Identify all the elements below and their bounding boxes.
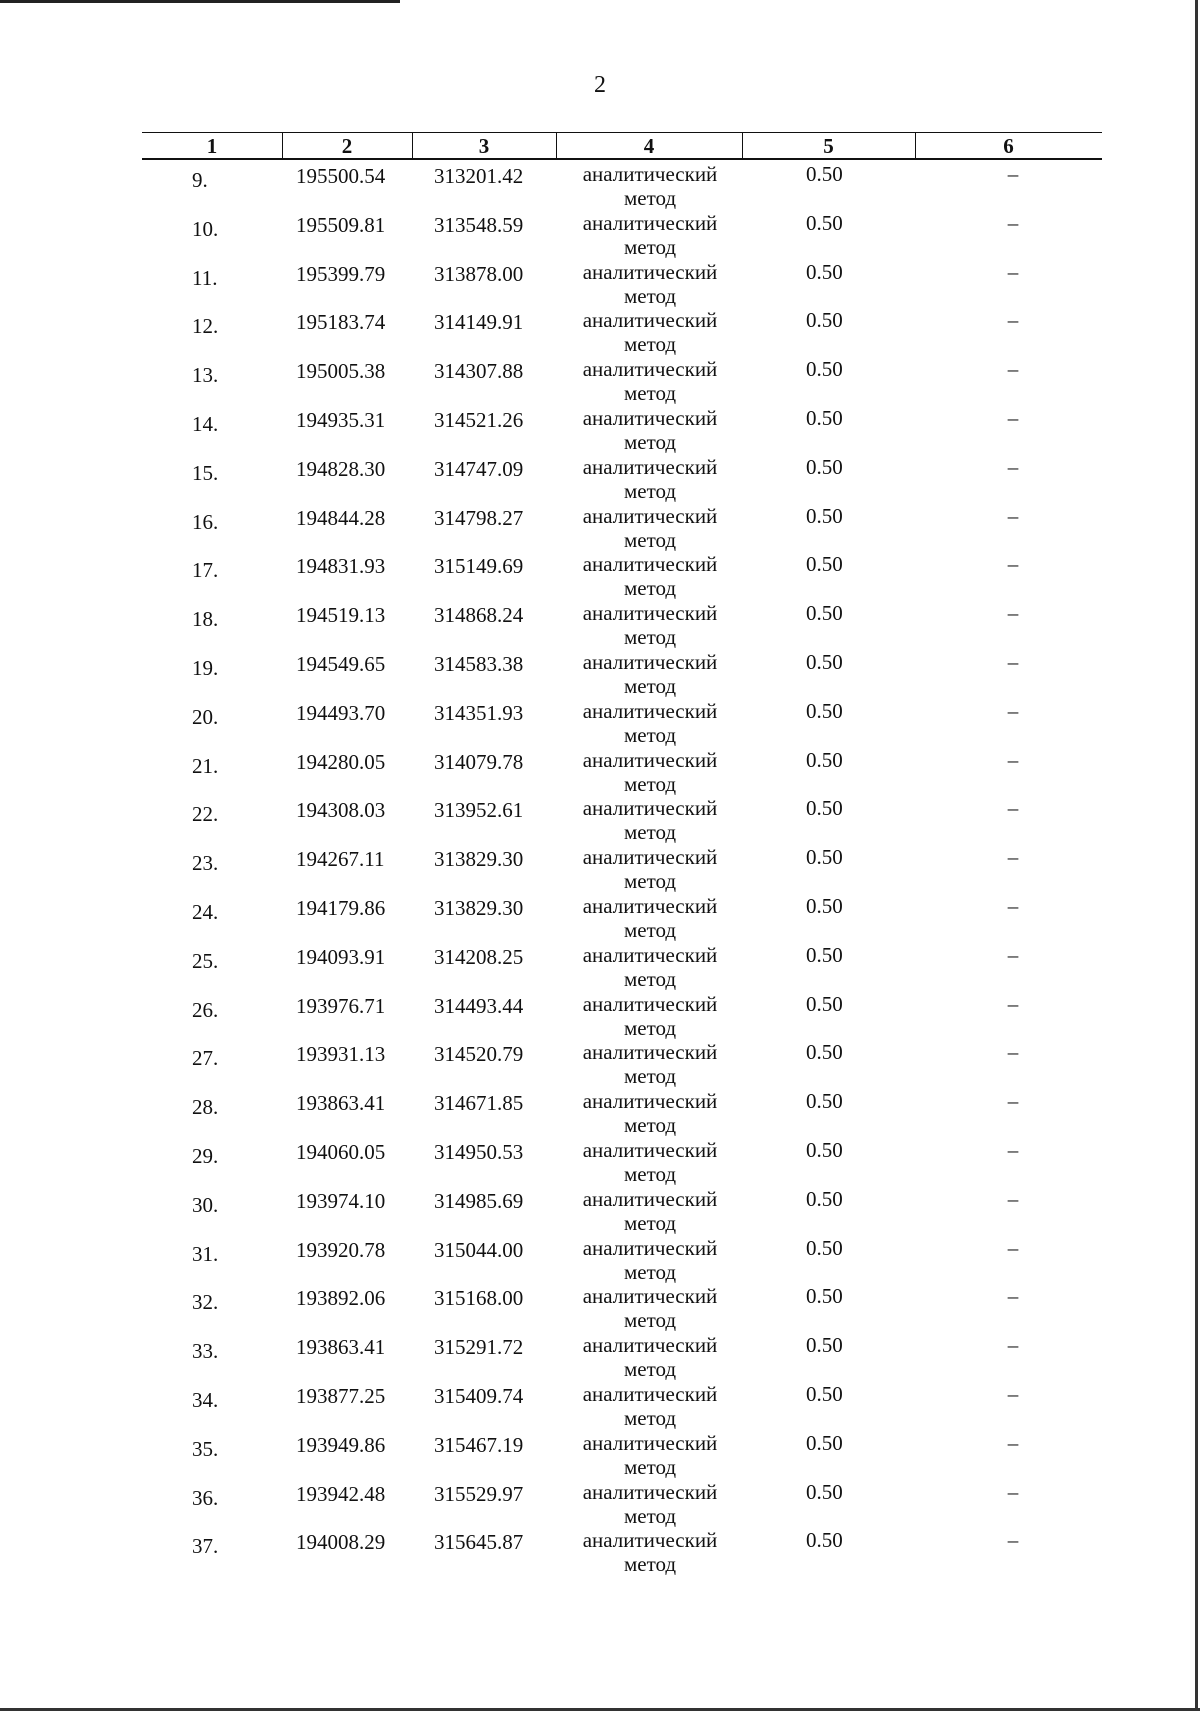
method-cell <box>570 796 730 844</box>
coordinate-y: 314520.79 <box>434 1042 524 1067</box>
coordinate-y: 313548.59 <box>434 212 524 237</box>
table-row <box>0 162 1200 211</box>
method-line-1: аналитический <box>582 601 718 626</box>
coordinate-x: 195183.74 <box>296 310 386 335</box>
coordinate-x: 193863.41 <box>296 1335 386 1360</box>
note-dash: – <box>1007 552 1019 577</box>
accuracy-value: 0.50 <box>806 259 843 284</box>
method-line-2: метод <box>623 771 677 796</box>
table-row <box>0 357 1200 406</box>
point-number: 12. <box>192 314 219 339</box>
note-dash: – <box>1007 503 1019 528</box>
method-line-2: метод <box>623 478 677 503</box>
point-number: 22. <box>192 802 219 827</box>
method-line-2: метод <box>623 1064 677 1089</box>
method-line-2: метод <box>623 722 677 747</box>
method-cell <box>570 943 730 991</box>
method-cell <box>570 406 730 454</box>
coordinate-x: 194179.86 <box>296 895 386 920</box>
point-number: 36. <box>192 1485 219 1510</box>
scan-top-rule <box>0 0 400 3</box>
point-number: 32. <box>192 1290 219 1315</box>
method-line-1: аналитический <box>582 1186 718 1211</box>
point-number: 11. <box>192 265 218 290</box>
note-dash: – <box>1007 1137 1019 1162</box>
method-cell <box>570 357 730 405</box>
note-dash: – <box>1007 845 1019 870</box>
note-dash: – <box>1007 162 1019 186</box>
method-cell <box>570 552 730 600</box>
method-cell <box>570 992 730 1040</box>
table-row <box>0 601 1200 650</box>
coordinate-x: 195399.79 <box>296 261 386 286</box>
column-header-4: 4 <box>643 134 655 158</box>
table-row <box>0 1236 1200 1285</box>
coordinate-x: 193863.41 <box>296 1091 386 1116</box>
column-header-1: 1 <box>206 134 218 158</box>
coordinate-x: 195500.54 <box>296 164 386 188</box>
table-row <box>0 308 1200 357</box>
coordinate-y: 315044.00 <box>434 1237 524 1262</box>
method-line-1: аналитический <box>582 698 718 723</box>
method-cell <box>570 748 730 796</box>
coordinate-x: 194935.31 <box>296 407 386 432</box>
method-cell <box>570 894 730 942</box>
method-cell <box>570 1431 730 1479</box>
method-line-1: аналитический <box>582 1137 718 1162</box>
coordinate-y: 313201.42 <box>434 164 524 188</box>
coordinate-x: 193976.71 <box>296 993 386 1018</box>
method-cell <box>570 1236 730 1284</box>
coordinate-y: 314307.88 <box>434 359 524 384</box>
accuracy-value: 0.50 <box>806 1430 843 1455</box>
table-row <box>0 1040 1200 1089</box>
point-number: 9. <box>192 168 208 192</box>
coordinate-x: 194267.11 <box>296 847 385 872</box>
coordinate-x: 194831.93 <box>296 554 386 579</box>
method-line-1: аналитический <box>582 1430 718 1455</box>
point-number: 21. <box>192 753 219 778</box>
coordinate-x: 194493.70 <box>296 700 386 725</box>
method-cell <box>570 260 730 308</box>
method-line-2: метод <box>623 332 677 357</box>
table-row <box>0 748 1200 797</box>
coordinate-x: 194519.13 <box>296 603 386 628</box>
accuracy-value: 0.50 <box>806 454 843 479</box>
method-line-1: аналитический <box>582 845 718 870</box>
method-line-1: аналитический <box>582 503 718 528</box>
coordinate-y: 313829.30 <box>434 895 524 920</box>
method-cell <box>570 1382 730 1430</box>
table-row <box>0 845 1200 894</box>
coordinate-y: 314079.78 <box>434 749 524 774</box>
note-dash: – <box>1007 1528 1019 1553</box>
table-row <box>0 1528 1200 1577</box>
accuracy-value: 0.50 <box>806 1186 843 1211</box>
coordinate-y: 314798.27 <box>434 505 524 530</box>
table-row <box>0 1431 1200 1480</box>
method-line-1: аналитический <box>582 942 718 967</box>
coordinate-x: 193949.86 <box>296 1432 386 1457</box>
coordinate-y: 314747.09 <box>434 456 524 481</box>
coordinate-y: 313829.30 <box>434 847 524 872</box>
point-number: 27. <box>192 1046 219 1071</box>
method-cell <box>570 650 730 698</box>
coordinate-y: 315529.97 <box>434 1481 524 1506</box>
accuracy-value: 0.50 <box>806 845 843 870</box>
note-dash: – <box>1007 796 1019 821</box>
table-row <box>0 650 1200 699</box>
point-number: 37. <box>192 1534 219 1559</box>
method-line-2: метод <box>623 1210 677 1235</box>
method-cell <box>570 1138 730 1186</box>
accuracy-value: 0.50 <box>806 1040 843 1065</box>
note-dash: – <box>1007 1479 1019 1504</box>
method-line-1: аналитический <box>582 552 718 577</box>
method-line-2: метод <box>623 234 677 259</box>
accuracy-value: 0.50 <box>806 162 843 186</box>
coordinate-y: 314950.53 <box>434 1139 524 1164</box>
coordinate-x: 194280.05 <box>296 749 386 774</box>
method-line-1: аналитический <box>582 405 718 430</box>
note-dash: – <box>1007 698 1019 723</box>
coordinate-x: 194844.28 <box>296 505 386 530</box>
accuracy-value: 0.50 <box>806 1137 843 1162</box>
method-line-1: аналитический <box>582 649 718 674</box>
coordinate-x: 193974.10 <box>296 1188 386 1213</box>
method-cell <box>570 1333 730 1381</box>
method-line-2: метод <box>623 820 677 845</box>
accuracy-value: 0.50 <box>806 405 843 430</box>
table-row <box>0 992 1200 1041</box>
coordinate-x: 194308.03 <box>296 798 386 823</box>
coordinate-y: 315291.72 <box>434 1335 524 1360</box>
accuracy-value: 0.50 <box>806 1235 843 1260</box>
coordinate-x: 193920.78 <box>296 1237 386 1262</box>
point-number: 17. <box>192 558 219 583</box>
coordinate-y: 315409.74 <box>434 1383 524 1408</box>
coordinate-x: 194093.91 <box>296 944 386 969</box>
method-line-2: метод <box>623 283 677 308</box>
method-line-1: аналитический <box>582 796 718 821</box>
note-dash: – <box>1007 1235 1019 1260</box>
method-line-1: аналитический <box>582 1381 718 1406</box>
accuracy-value: 0.50 <box>806 1479 843 1504</box>
method-line-2: метод <box>623 1454 677 1479</box>
note-dash: – <box>1007 1333 1019 1358</box>
method-line-2: метод <box>623 1552 677 1577</box>
point-number: 35. <box>192 1436 219 1461</box>
table-row <box>0 1333 1200 1382</box>
method-line-2: метод <box>623 1503 677 1528</box>
coordinate-y: 315168.00 <box>434 1286 524 1311</box>
coordinate-x: 194549.65 <box>296 651 386 676</box>
coordinate-x: 195005.38 <box>296 359 386 384</box>
table-header-top-rule <box>142 132 1102 133</box>
method-line-1: аналитический <box>582 747 718 772</box>
table-row <box>0 260 1200 309</box>
coordinate-x: 193877.25 <box>296 1383 386 1408</box>
method-line-2: метод <box>623 1405 677 1430</box>
page-number: 2 <box>594 72 606 98</box>
point-number: 20. <box>192 704 219 729</box>
method-line-2: метод <box>623 917 677 942</box>
method-line-1: аналитический <box>582 1333 718 1358</box>
accuracy-value: 0.50 <box>806 991 843 1016</box>
note-dash: – <box>1007 1089 1019 1114</box>
accuracy-value: 0.50 <box>806 601 843 626</box>
note-dash: – <box>1007 259 1019 284</box>
coordinate-y: 313878.00 <box>434 261 524 286</box>
table-row <box>0 1284 1200 1333</box>
point-number: 13. <box>192 363 219 388</box>
method-line-1: аналитический <box>582 1089 718 1114</box>
accuracy-value: 0.50 <box>806 1528 843 1553</box>
accuracy-value: 0.50 <box>806 1284 843 1309</box>
method-line-2: метод <box>623 869 677 894</box>
coordinate-y: 315467.19 <box>434 1432 524 1457</box>
method-line-2: метод <box>623 186 677 210</box>
coordinate-y: 314583.38 <box>434 651 524 676</box>
coordinate-y: 315149.69 <box>434 554 524 579</box>
method-line-2: метод <box>623 1308 677 1333</box>
method-line-2: метод <box>623 576 677 601</box>
point-number: 10. <box>192 216 219 241</box>
method-cell <box>570 699 730 747</box>
method-line-1: аналитический <box>582 1528 718 1553</box>
method-line-2: метод <box>623 1259 677 1284</box>
column-header-2: 2 <box>341 134 353 158</box>
accuracy-value: 0.50 <box>806 357 843 382</box>
table-row <box>0 406 1200 455</box>
method-line-1: аналитический <box>582 1284 718 1309</box>
table-row <box>0 455 1200 504</box>
method-cell <box>570 1187 730 1235</box>
method-line-1: аналитический <box>582 1040 718 1065</box>
point-number: 19. <box>192 655 219 680</box>
method-line-2: метод <box>623 1161 677 1186</box>
point-number: 29. <box>192 1143 219 1168</box>
point-number: 30. <box>192 1192 219 1217</box>
note-dash: – <box>1007 1381 1019 1406</box>
accuracy-value: 0.50 <box>806 503 843 528</box>
column-header-3: 3 <box>478 134 490 158</box>
coordinate-y: 314149.91 <box>434 310 524 335</box>
method-line-2: метод <box>623 1113 677 1138</box>
method-cell <box>570 1480 730 1528</box>
coordinate-x: 194008.29 <box>296 1530 386 1555</box>
table-row <box>0 699 1200 748</box>
method-cell <box>570 455 730 503</box>
method-line-2: метод <box>623 1357 677 1382</box>
coordinate-y: 314868.24 <box>434 603 524 628</box>
accuracy-value: 0.50 <box>806 552 843 577</box>
note-dash: – <box>1007 357 1019 382</box>
point-number: 18. <box>192 607 219 632</box>
accuracy-value: 0.50 <box>806 1089 843 1114</box>
method-cell <box>570 162 730 210</box>
note-dash: – <box>1007 308 1019 333</box>
method-cell <box>570 1040 730 1088</box>
accuracy-value: 0.50 <box>806 893 843 918</box>
method-cell <box>570 504 730 552</box>
accuracy-value: 0.50 <box>806 942 843 967</box>
note-dash: – <box>1007 893 1019 918</box>
method-line-1: аналитический <box>582 308 718 333</box>
accuracy-value: 0.50 <box>806 698 843 723</box>
table-row <box>0 1138 1200 1187</box>
accuracy-value: 0.50 <box>806 308 843 333</box>
table-row <box>0 1382 1200 1431</box>
note-dash: – <box>1007 649 1019 674</box>
accuracy-value: 0.50 <box>806 649 843 674</box>
coordinate-y: 314351.93 <box>434 700 524 725</box>
note-dash: – <box>1007 210 1019 235</box>
column-header-6: 6 <box>1003 134 1014 158</box>
point-number: 14. <box>192 411 219 436</box>
coordinate-x: 193931.13 <box>296 1042 386 1067</box>
note-dash: – <box>1007 1284 1019 1309</box>
accuracy-value: 0.50 <box>806 747 843 772</box>
table-row <box>0 1089 1200 1138</box>
table-row <box>0 1480 1200 1529</box>
method-line-1: аналитический <box>582 1235 718 1260</box>
note-dash: – <box>1007 747 1019 772</box>
coordinate-y: 314671.85 <box>434 1091 524 1116</box>
method-line-1: аналитический <box>582 162 718 186</box>
table-row <box>0 894 1200 943</box>
table-row <box>0 211 1200 260</box>
table-row <box>0 943 1200 992</box>
method-cell <box>570 1089 730 1137</box>
method-line-1: аналитический <box>582 454 718 479</box>
method-line-1: аналитический <box>582 991 718 1016</box>
accuracy-value: 0.50 <box>806 210 843 235</box>
note-dash: – <box>1007 1186 1019 1211</box>
method-cell <box>570 211 730 259</box>
note-dash: – <box>1007 405 1019 430</box>
coordinate-x: 195509.81 <box>296 212 386 237</box>
point-number: 16. <box>192 509 219 534</box>
table-row <box>0 796 1200 845</box>
point-number: 33. <box>192 1339 219 1364</box>
coordinate-y: 314521.26 <box>434 407 524 432</box>
coordinate-y: 315645.87 <box>434 1530 524 1555</box>
point-number: 23. <box>192 851 219 876</box>
accuracy-value: 0.50 <box>806 1381 843 1406</box>
table-row <box>0 1187 1200 1236</box>
method-line-1: аналитический <box>582 1479 718 1504</box>
method-line-1: аналитический <box>582 259 718 284</box>
method-line-1: аналитический <box>582 357 718 382</box>
note-dash: – <box>1007 942 1019 967</box>
method-line-2: метод <box>623 1015 677 1040</box>
table-row <box>0 552 1200 601</box>
accuracy-value: 0.50 <box>806 796 843 821</box>
table-row <box>0 504 1200 553</box>
coordinate-x: 193892.06 <box>296 1286 386 1311</box>
accuracy-value: 0.50 <box>806 1333 843 1358</box>
method-line-2: метод <box>623 966 677 991</box>
note-dash: – <box>1007 454 1019 479</box>
point-number: 24. <box>192 899 219 924</box>
note-dash: – <box>1007 601 1019 626</box>
point-number: 28. <box>192 1095 219 1120</box>
method-line-2: метод <box>623 673 677 698</box>
point-number: 15. <box>192 460 219 485</box>
point-number: 31. <box>192 1241 219 1266</box>
point-number: 34. <box>192 1387 219 1412</box>
method-line-2: метод <box>623 381 677 406</box>
coordinates-table-body <box>0 162 1200 1577</box>
coordinate-y: 314208.25 <box>434 944 524 969</box>
point-number: 26. <box>192 997 219 1022</box>
coordinate-x: 193942.48 <box>296 1481 386 1506</box>
coordinate-y: 314985.69 <box>434 1188 524 1213</box>
method-cell <box>570 601 730 649</box>
note-dash: – <box>1007 1430 1019 1455</box>
method-line-1: аналитический <box>582 210 718 235</box>
method-cell <box>570 1284 730 1332</box>
coordinate-y: 313952.61 <box>434 798 524 823</box>
method-line-1: аналитический <box>582 893 718 918</box>
coordinate-x: 194060.05 <box>296 1139 386 1164</box>
method-cell <box>570 845 730 893</box>
method-cell <box>570 1528 730 1576</box>
method-line-2: метод <box>623 625 677 650</box>
coordinate-x: 194828.30 <box>296 456 386 481</box>
column-header-5: 5 <box>823 134 834 158</box>
point-number: 25. <box>192 948 219 973</box>
method-line-2: метод <box>623 429 677 454</box>
method-line-2: метод <box>623 527 677 552</box>
note-dash: – <box>1007 991 1019 1016</box>
table-header-bottom-rule <box>142 158 1102 160</box>
method-cell <box>570 308 730 356</box>
note-dash: – <box>1007 1040 1019 1065</box>
coordinate-y: 314493.44 <box>434 993 524 1018</box>
